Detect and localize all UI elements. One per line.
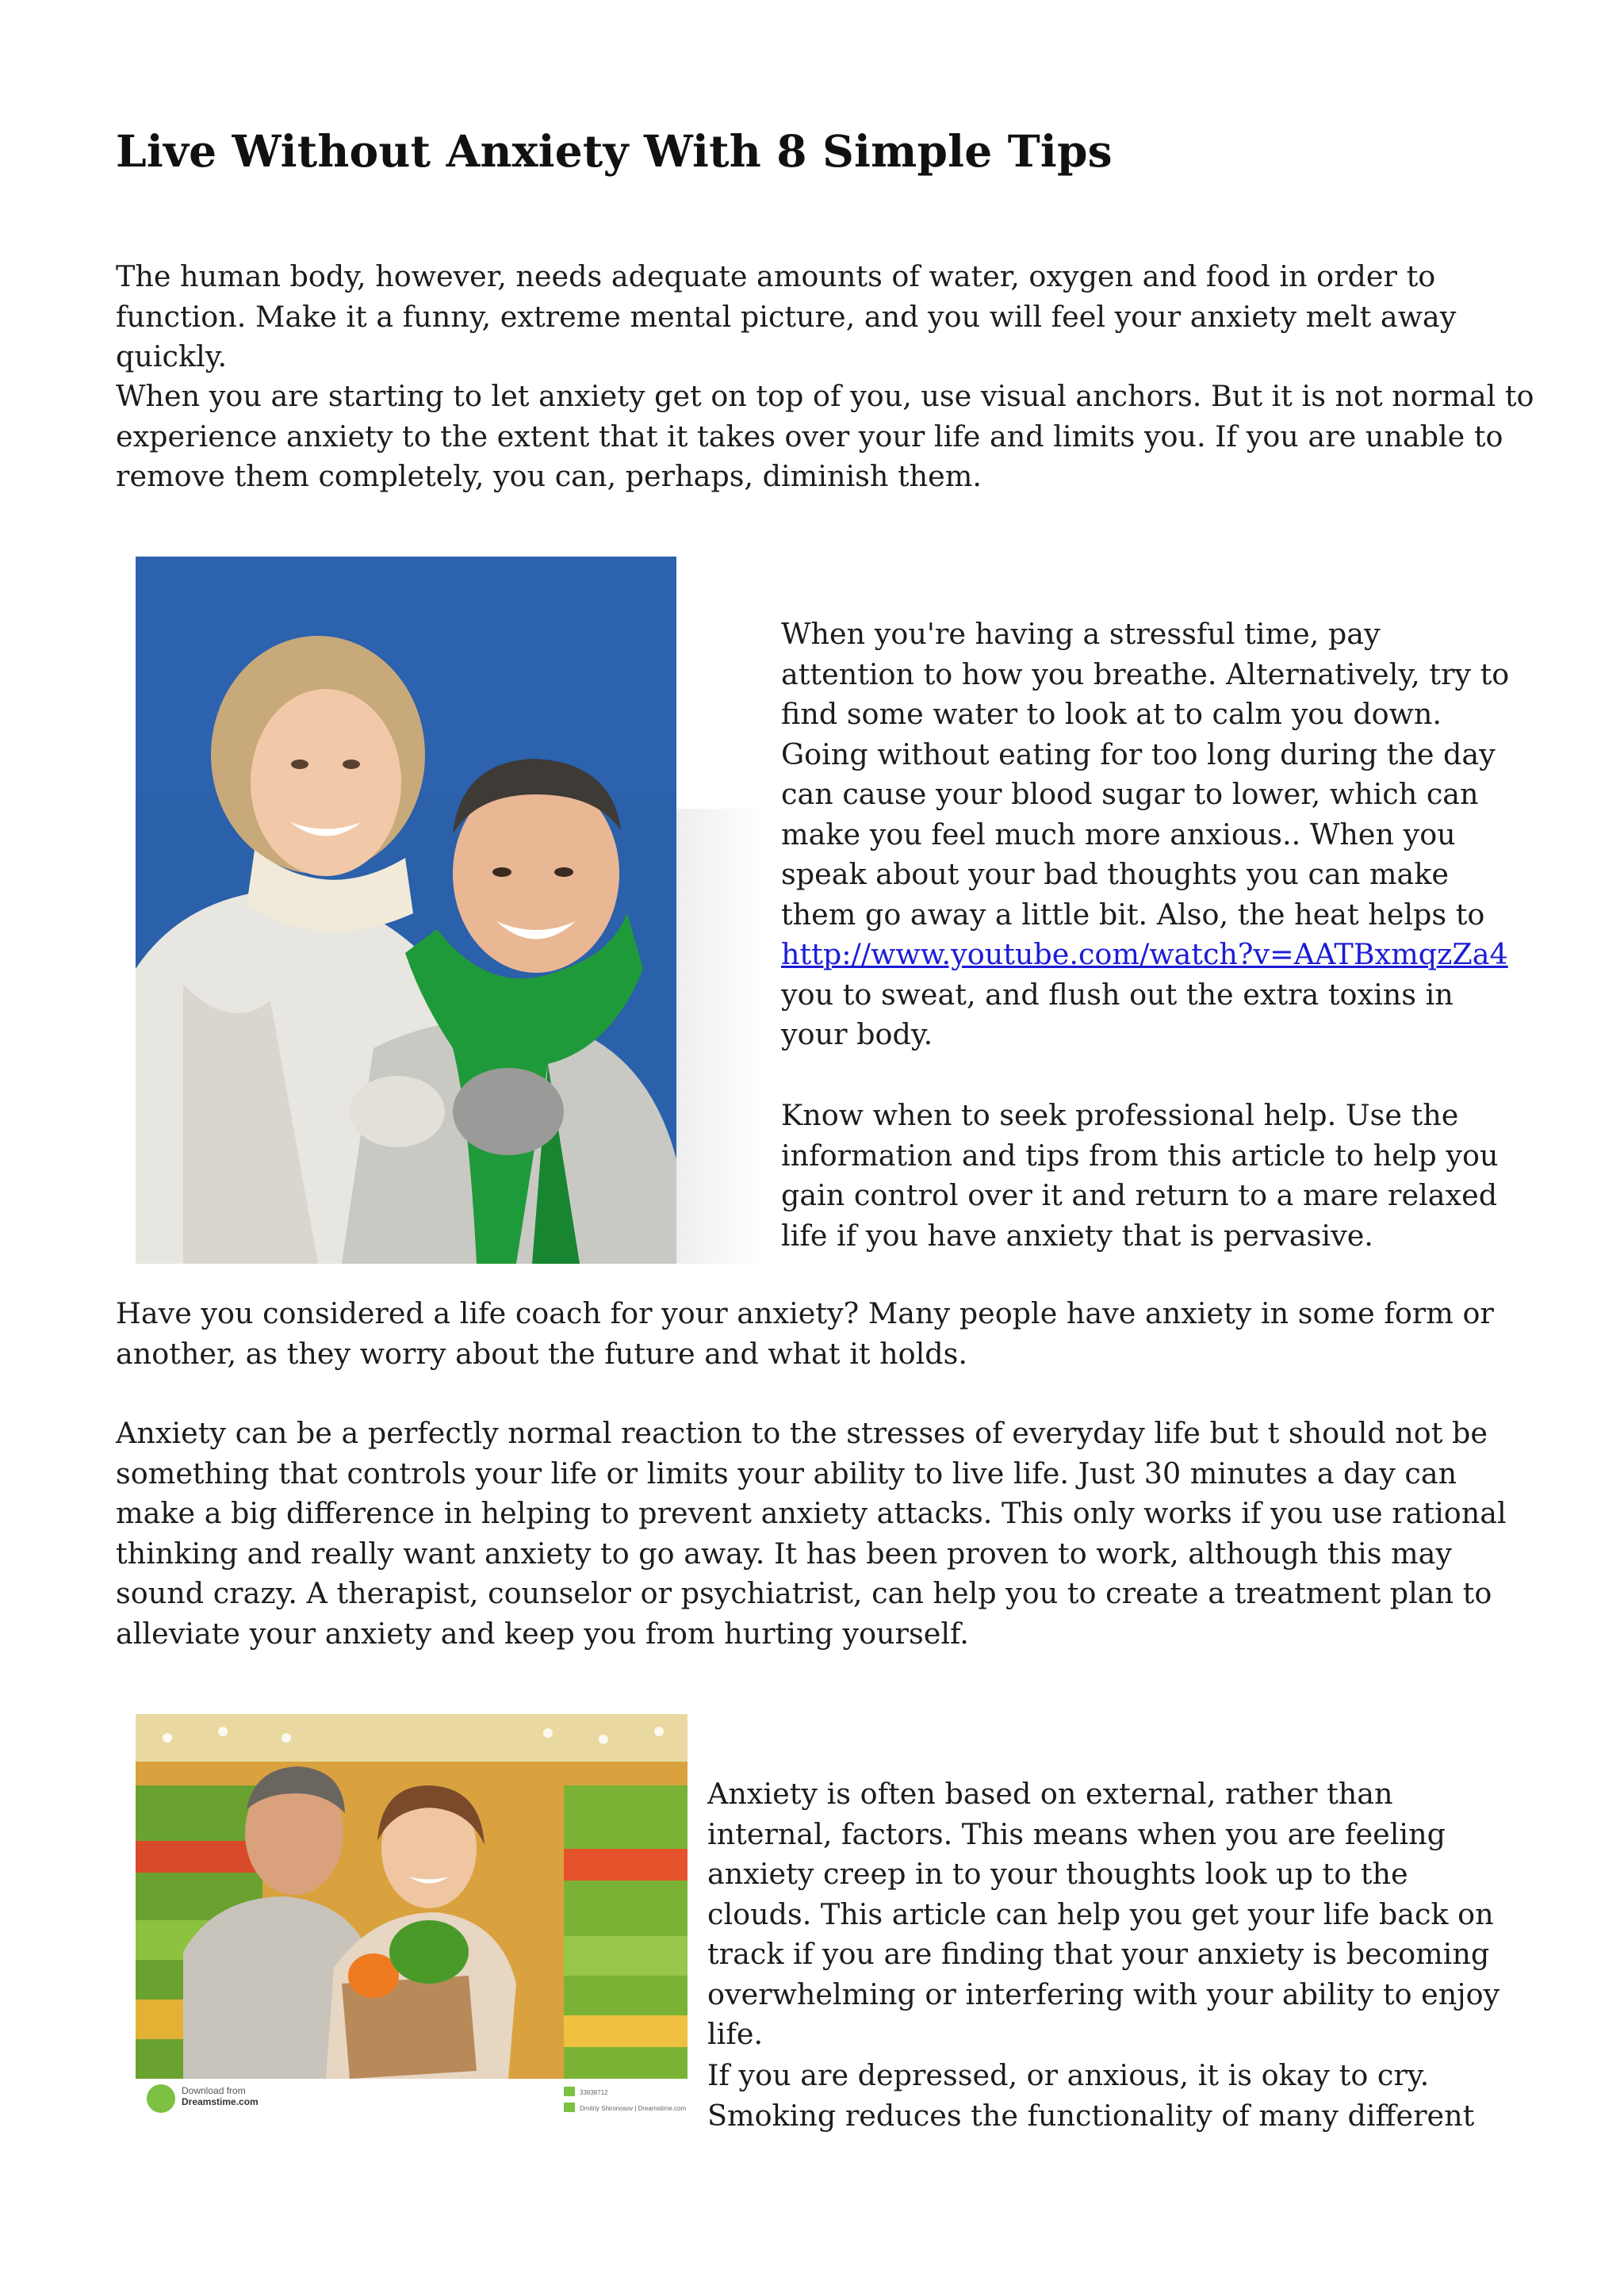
supermarket-couple-photo: [136, 1714, 688, 2118]
watermark-id: 33838712: [580, 2089, 608, 2096]
side-paragraph-1-text: When you're having a stressful time, pay attention to how you breathe. Alternatively, try to find some water to look at to calm you down. Going without eating for too long during the day can cause your blood sugar to lower, which can make you feel much more anxious.. When you speak about your bad thoughts you can make them go away a little bit. Also, the heat helps to: [781, 617, 1510, 932]
watermark-line1: Download from: [182, 2085, 246, 2096]
side-paragraph-1: [781, 614, 1511, 1055]
watermark-download: [182, 2085, 259, 2107]
watermark-line2: Dreamstime.com: [182, 2096, 259, 2107]
paragraph-5: Have you considered a life coach for your anxiety? Many people have anxiety in some form or another, as they worry about the future and what it holds.: [116, 1296, 1494, 1371]
side-paragraph-2: Know when to seek professional help. Use the information and tips from this article to help you gain control over it and return to a mare relaxed life if you have anxiety that is pervasive.: [781, 1098, 1499, 1253]
watermark-author: Dmitriy Shironosov | Dreamstime.com: [580, 2105, 687, 2112]
paragraph-2: When you are starting to let anxiety get on top of you, use visual anchors. But it is not normal to experience anxiety to the extent that it takes over your life and limits you. If you are unable to remove them completely, you can, perhaps, diminish them.: [116, 379, 1534, 493]
side-paragraph-4: If you are depressed, or anxious, it is okay to cry. Smoking reduces the functionality of many different: [707, 2058, 1475, 2133]
paragraph-1: The human body, however, needs adequate amounts of water, oxygen and food in order to function. Make it a funny, extreme mental picture, and you will feel your anxiety melt away quickly.: [116, 259, 1457, 373]
side-paragraph-1-text-end: you to sweat, and flush out the extra toxins in your body.: [781, 977, 1454, 1051]
paragraph-6: Anxiety can be a perfectly normal reaction to the stresses of everyday life but t should not be something that controls your life or limits your ability to live life. Just 30 minutes a day can make a big difference in helping to prevent anxiety attacks. This only works if you use rational thinking and really want anxiety to go away. It has been proven to work, although this may sound crazy. A therapist, counselor or psychiatrist, can help you to create a treatment plan to alleviate your anxiety and keep you from hurting yourself.: [116, 1416, 1507, 1651]
youtube-link[interactable]: http://www.youtube.com/watch?v=AATBxmqzZa4: [781, 937, 1508, 971]
article-title: Live Without Anxiety With 8 Simple Tips: [116, 125, 1113, 177]
photo-fade-edge: [676, 809, 764, 1264]
watermark-credit: [580, 2085, 686, 2117]
couple-photo: [136, 557, 676, 1264]
side-paragraph-3: Anxiety is often based on external, rather than internal, factors. This means when you are feeling anxiety creep in to your thoughts look up to the clouds. This article can help you get your life back on track if you are finding that your anxiety is becoming overwhelming or interfering with your ability to enjoy life.: [707, 1777, 1500, 2051]
